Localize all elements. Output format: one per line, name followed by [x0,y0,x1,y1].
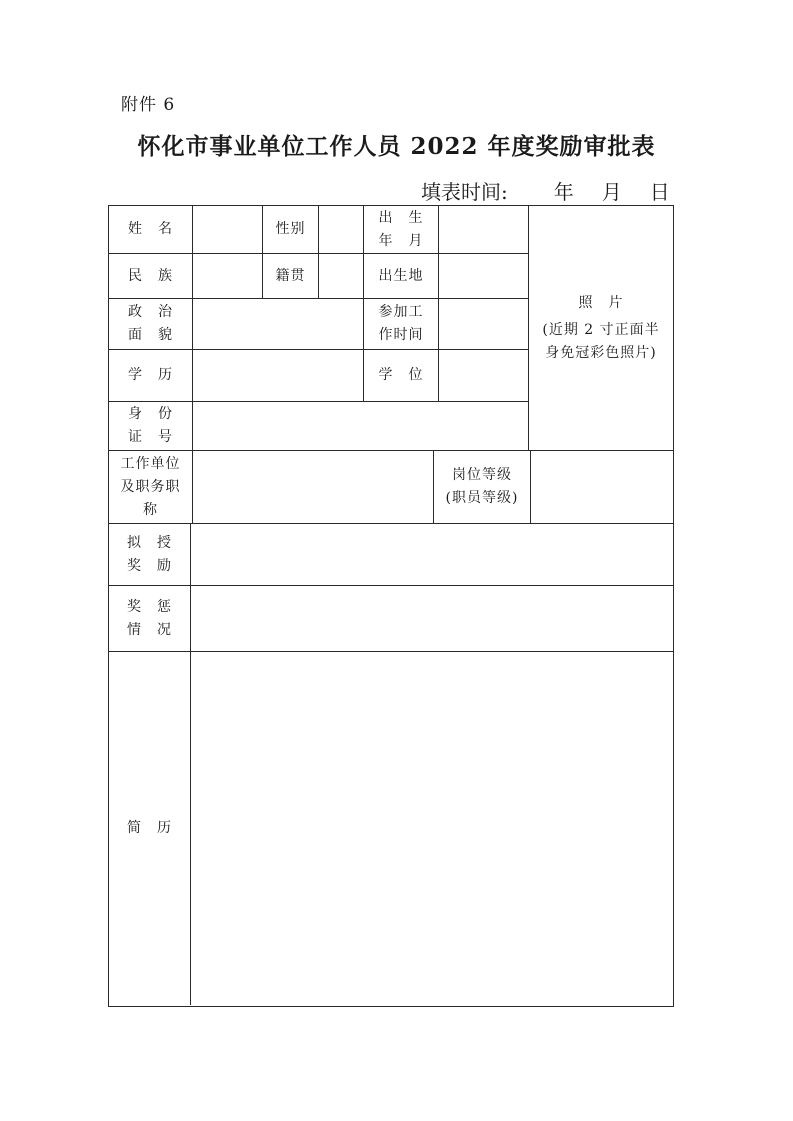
political-status-field[interactable] [193,299,364,350]
name-label-cell [109,206,193,254]
resume-label-cell [109,652,191,1005]
education-field[interactable] [193,350,364,402]
approval-form-table [108,205,674,1007]
post-level-label-cell [434,451,531,524]
proposed-award-label-cell [109,524,191,586]
id-number-field[interactable] [193,402,529,451]
birth-label-cell [364,206,439,254]
resume-field[interactable] [191,652,673,1005]
work-start-label-cell [364,299,439,350]
fill-time-month: 月 [601,180,622,204]
work-start-label: 参加工 作时间 [378,304,424,343]
fill-time-label: 填表时间: [421,180,508,204]
birth-label: 出 生 年 月 [378,209,424,249]
rewards-penalties-field[interactable] [191,586,673,652]
native-place-label: 籍贯 [275,267,306,284]
native-place-label-cell [263,254,319,299]
degree-label: 学 位 [378,367,424,383]
rewards-penalties-label: 奖 惩 情 况 [127,598,172,638]
id-number-label-cell [109,402,193,451]
degree-field[interactable] [439,350,529,402]
employer-label: 工作单位 及职务职 称 [120,455,181,518]
post-level-label: 岗位等级 (职员等级) [445,467,519,506]
political-status-label-cell [109,299,193,350]
fill-time-day: 日 [649,180,670,204]
resume-label: 简 历 [127,820,172,836]
photo-box[interactable] [529,206,673,451]
fill-time-year: 年 [553,180,574,204]
employer-label-cell [109,451,193,524]
work-start-field[interactable] [439,299,529,350]
gender-field[interactable] [319,206,364,254]
photo-title: 照 片 [578,294,624,311]
gender-label: 性别 [275,221,306,237]
attachment-label: 附件 6 [121,95,176,115]
fill-time [421,176,670,205]
birthplace-label-cell [364,254,439,299]
ethnicity-label-cell [109,254,193,299]
gender-label-cell [263,206,319,254]
id-number-label: 身 份 证 号 [128,406,173,445]
page-title: 怀化市事业单位工作人员 2022 年度奖励审批表 [137,133,656,160]
proposed-award-label: 拟 授 奖 励 [127,534,172,574]
proposed-award-field[interactable] [191,524,673,586]
photo-note: (近期 2 寸正面半 身免冠彩色照片) [542,321,660,361]
name-label: 姓 名 [128,221,173,237]
ethnicity-label: 民 族 [128,267,173,284]
name-field[interactable] [193,206,263,254]
native-place-field[interactable] [319,254,364,299]
rewards-penalties-label-cell [109,586,191,652]
post-level-field[interactable] [531,451,673,524]
ethnicity-field[interactable] [193,254,263,299]
birthplace-label: 出生地 [378,267,424,284]
education-label-cell [109,350,193,402]
education-label: 学 历 [128,367,173,383]
birth-field[interactable] [439,206,529,254]
degree-label-cell [364,350,439,402]
birthplace-field[interactable] [439,254,529,299]
employer-field[interactable] [193,451,434,524]
political-status-label: 政 治 面 貌 [128,304,173,343]
